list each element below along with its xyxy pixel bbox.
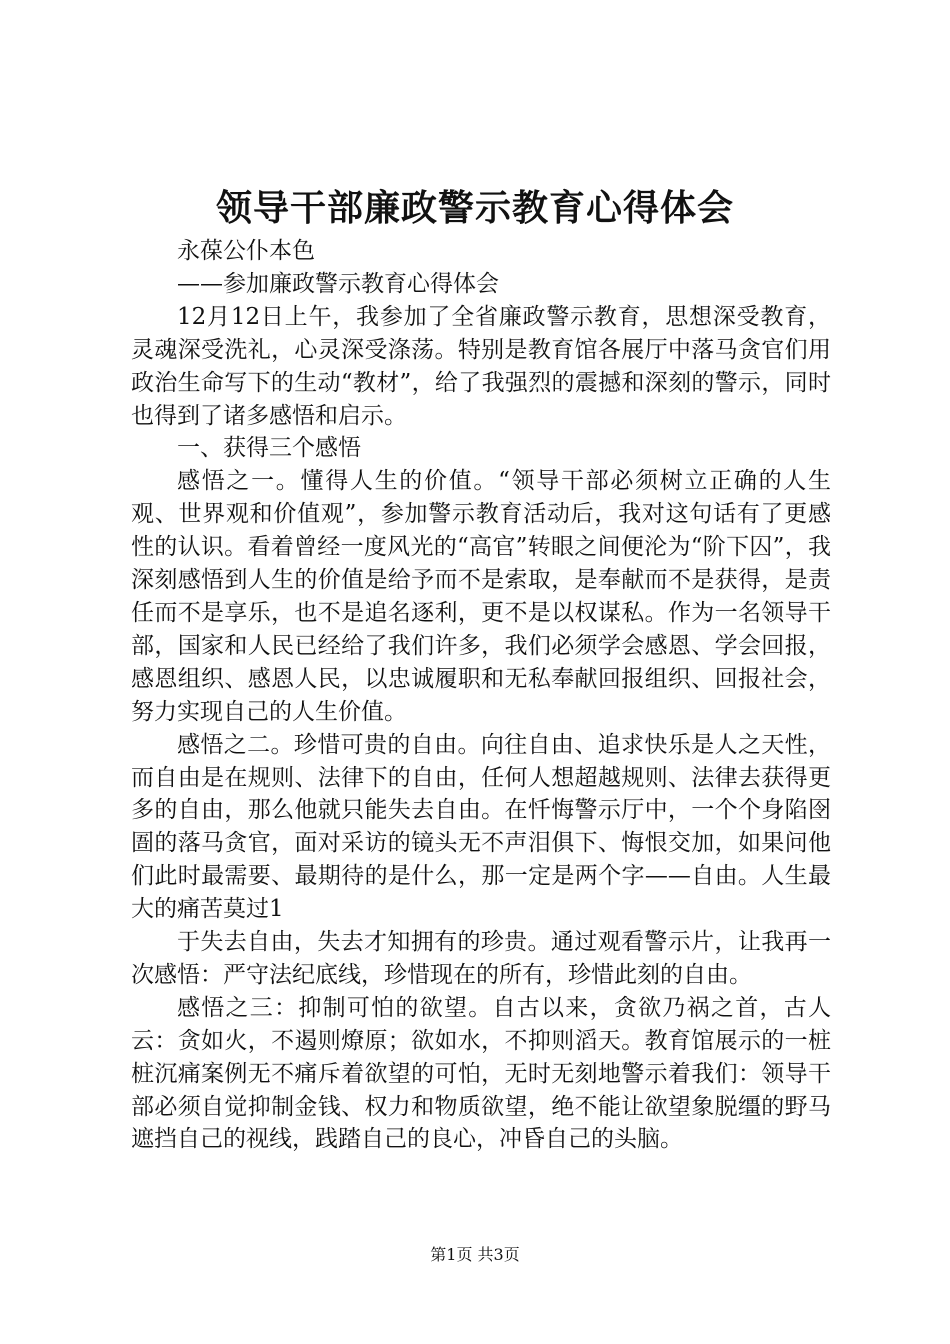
insight-one-paragraph: 感悟之一。懂得人生的价值。“领导干部必须树立正确的人生观、世界观和价值观”，参加警示教育活动后，我对这句话有了更感性的认识。看着曾经一度风光的“高官”转眼之间便沦为“阶下囚”，我深刻感悟到人生的价值是给予而不是索取，是奉献而不是获得，是责任而不是享乐，也不是追名逐利，更不是以权谋私。作为一名领导干部，国家和人民已经给了我们许多，我们必须学会感恩、学会回报，感恩组织、感恩人民，以忠诚履职和无私奉献回报组织、回报社会，努力实现自己的人生价值。 [131,468,831,725]
page-number-footer: 第1页 共3页 [430,1245,520,1264]
document-title: 领导干部廉政警示教育心得体会 [215,187,734,229]
subtitle-subheading: ——参加廉政警示教育心得体会 [177,270,499,297]
section-heading: 一、获得三个感悟 [177,435,361,462]
continuation-paragraph: 于失去自由，失去才知拥有的珍贵。通过观看警示片，让我再一次感悟：严守法纪底线，珍惜现在的所有，珍惜此刻的自由。 [131,929,831,988]
intro-paragraph: 12月12日上午，我参加了全省廉政警示教育，思想深受教育，灵魂深受洗礼，心灵深受涤荡。特别是教育馆各展厅中落马贪官们用政治生命写下的生动“教材”，给了我强烈的震撼和深刻的警示，同时也得到了诸多感悟和启示。 [131,303,831,429]
document-body [131,235,831,1156]
insight-three-paragraph: 感悟之三：抑制可怕的欲望。自古以来，贪欲乃祸之首，古人云：贪如火，不遏则燎原；欲如水，不抑则滔天。教育馆展示的一桩桩沉痛案例无不痛斥着欲望的可怕，无时无刻地警示着我们：领导干部必须自觉抑制金钱、权力和物质欲望，绝不能让欲望象脱缰的野马遮挡自己的视线，践踏自己的良心，冲昏自己的头脑。 [131,994,831,1153]
subtitle-line: 永葆公仆本色 [177,238,315,264]
insight-two-paragraph: 感悟之二。珍惜可贵的自由。向往自由、追求快乐是人之天性，而自由是在规则、法律下的自由，任何人想超越规则、法律去获得更多的自由，那么他就只能失去自由。在忏悔警示厅中，一个个身陷囹圄的落马贪官，面对采访的镜头无不声泪俱下、悔恨交加，如果问他们此时最需要、最期待的是什么，那一定是两个字——自由。人生最大的痛苦莫过1 [131,731,831,923]
